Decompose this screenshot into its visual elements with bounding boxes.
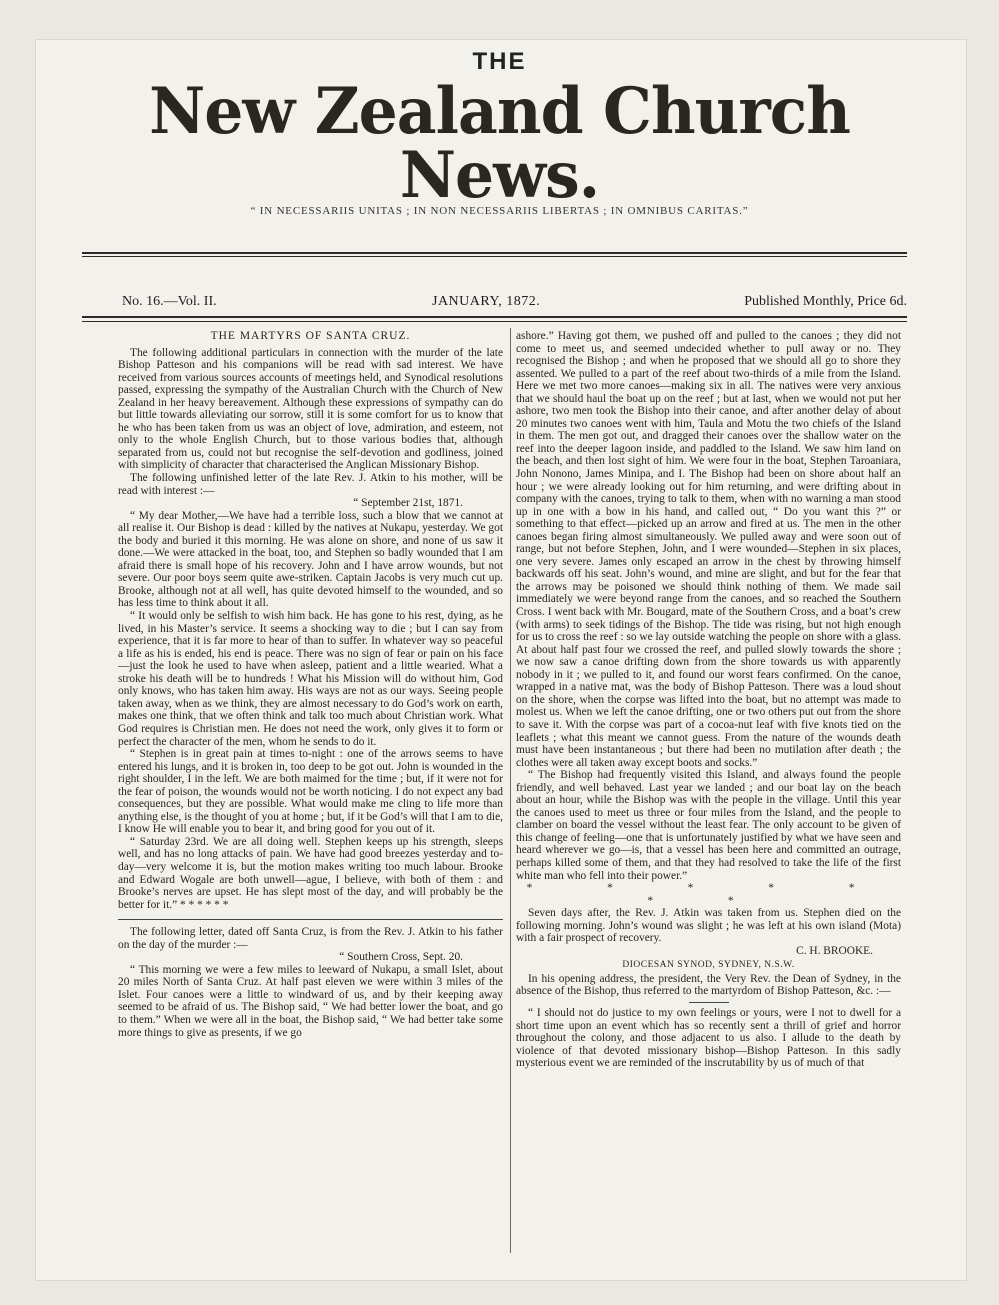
section-subheading: DIOCESAN SYNOD, SYDNEY, N.S.W. bbox=[622, 960, 795, 971]
paragraph: ashore.” Having got them, we pushed off and pulled to the canoes ; they did not come to meet us, and seemed undecided whether to pull away or no. They recognised the Bishop ; and when he proposed that we should all go to shore they assented. We pulled to a part of the reef about two-thirds of a mile from the Island. Here we met two more canoes—making six in all. The natives were very anxious that we should haul the boat up on the reef ; but at last, when we would not put her ashore, two men took the Bishop into their canoe, and after another delay of about 20 minutes two canoes went with him, Taula and Motu the two chiefs of the Island in them. The men got out, and dragged their canoes over the shallow water on the reef into the deeper lagoon inside, and paddled to the Island. We saw him land on the beach, and then lost sight of him. We were four in the boat, Stephen Taroaniara, John Nonono, James Minipa, and I. The Bishop had been on shore about half an hour ; we were already looking out for him returning, and were drifting about in company with the canoes, trying to talk to them, when with no warning a man stood up in one with a bow in his hand, and called out, “ Do you want this ?” or something to that effect—picked up an arrow and fired at us. The men in the other canoes began firing almost simultaneously. We pulled away and were soon out of range, but not before Stephen, John, and I were wounded—Stephen in six places, one very severe. James only escaped an arrow in the chest by throwing himself backwards off his seat. John’s wound, and mine are slight, and but for the fear that the arrows may be poisoned we should think nothing of them. We made sail immediately we were beyond range from the canoes, and so reached the Southern Cross. I went back with Mr. Bougard, mate of the Southern Cross, and a boat’s crew (with arms) to seek tidings of the Bishop. The tide was rising, but not high enough for us to cross the reef : so we lay outside watching the people on shore with a glass. At about half past four we crossed the reef, and pulled slowly towards the shore ; we now saw a canoe drifting down from the shore towards us with apparently nobody in it ; we pulled to it, and found our worst fears confirmed. On the canoe, wrapped in a native mat, was the body of Bishop Patteson. There was a loud shout on the shore, when the corpse was lifted into the boat, but no attempt was made to molest us. When we left the canoe drifting, one or two others put out from the shore to save it. With the corpse was part of a cocoa-nut leaf with five knots tied on the leaflets ; what this meant we cannot guess. From the nature of the wounds death must have been instantaneous ; but there had been no mutilation after death ; the clothes were all taken away except boots and socks.” bbox=[516, 330, 901, 769]
issue-bar bbox=[82, 259, 907, 309]
issue-date: JANUARY, 1872. bbox=[432, 294, 541, 309]
paragraph: In his opening address, the president, the Very Rev. the Dean of Sydney, in the absence of the Bishop, thus referred to the martyrdom of Bishop Patteson, &c. :— bbox=[516, 972, 901, 998]
author-signature: C. H. BROOKE. bbox=[796, 944, 873, 957]
right-column bbox=[516, 330, 901, 1070]
paragraph: “ It would only be selfish to wish him back. He has gone to his rest, dying, as he lived, in his Master’s service. It seems a shocking way to die ; but I can say from experience, that it is far more to hear of than to suffer. In whatever way so peaceful a life as his is ended, his end is peace. There was no sign of fear or pain on his face —just the look he used to have when asleep, patient and a little wearied. What a stroke his death will be to hundreds ! What his Mission will do without him, God only knows, who has taken him away. His ways are not as our ways. Seeing people taken away, when as we think, they are almost necessary to do God’s work on earth, makes one think, that we often think and talk too much about Christian work. What God requires is Christian men. He does not need the work, only gives it to form or perfect the character of the men, whom he sends to do it. bbox=[118, 610, 503, 748]
paragraph: Seven days after, the Rev. J. Atkin was taken from us. Stephen died on the following morning. John’s wound was slight ; he was left at his own island (Mota) with a fair prospect of recovery. bbox=[516, 907, 901, 945]
paragraph: “ The Bishop had frequently visited this Island, and always found the people friendly, and well behaved. Last year we landed ; and our boat lay on the beach about an hour, while the Bishop was with the people in the village. Until this year the canoes used to meet us three or four miles from the Island, and the people to clamber on board the vessel without the least fear. The only account to be given of this change of feeling—one that is unfortunately justified by what we have seen and heard wherever we go—is, that a vessel has been here and committed an outrage, perhaps killed some of them, and that they had resolved to take the life of the first white man who fell into their power.” bbox=[516, 769, 901, 882]
section-stars: * * * * * * * bbox=[526, 882, 891, 907]
paragraph: “ Saturday 23rd. We are all doing well. Stephen keeps up his strength, sleeps well, and has no long attacks of pain. We have had good breezes yesterday and to-day—very welcome it is, but the motion makes writing too much labour. Brooke and Edward Wogale are both unwell—ague, I believe, with both of them : and Brooke’s nerves are upset. He has slept most of the day, and will probably be the better for it.” * * * * * * bbox=[118, 835, 503, 911]
section-divider bbox=[118, 919, 503, 920]
letter-dateline: “ September 21st, 1871. bbox=[353, 497, 463, 510]
masthead-the: THE bbox=[472, 48, 527, 75]
bar-rule-thick bbox=[82, 316, 907, 318]
issue-price: Published Monthly, Price 6d. bbox=[744, 294, 907, 309]
short-rule bbox=[689, 1002, 729, 1003]
paragraph: The following unfinished letter of the late Rev. J. Atkin to his mother, will be read with interest :— bbox=[118, 472, 503, 497]
top-rule-thin bbox=[82, 256, 907, 257]
bar-rule-thin bbox=[82, 321, 907, 322]
paragraph: “ This morning we were a few miles to leeward of Nukapu, a small Islet, about 20 miles North of Santa Cruz. At half past eleven we were within 3 miles of the Islet. Four canoes were a little to windward of us, and by their keeping away seemed to be afraid of us. The Bishop said, “ We had better lower the boat, and go to them.” When we were all in the boat, the Bishop said, “ We had better take some more things to give as presents, if we go bbox=[118, 963, 503, 1039]
column-separator bbox=[510, 328, 511, 1253]
article-heading: THE MARTYRS OF SANTA CRUZ. bbox=[210, 330, 411, 342]
issue-number: No. 16.—Vol. II. bbox=[122, 294, 217, 309]
masthead-motto: “ IN NECESSARIIS UNITAS ; IN NON NECESSARIIS LIBERTAS ; IN OMNIBUS CARITAS.” bbox=[250, 205, 749, 217]
paragraph: “ Stephen is in great pain at times to-night : one of the arrows seems to have entered his lungs, and it is broken in, too deep to be got out. John is wounded in the right shoulder, I in the left. We are both maimed for the time ; but, if it were not for the fear of poison, the wounds would not be worth noticing. I do not expect any bad consequences, but they are possible. What would make me cling to life more than anything else, is the thought of you at home ; but, if it be God’s will that I am to die, I know He will enable you to bear it, and bring good for you out of it. bbox=[118, 748, 503, 836]
paragraph: The following letter, dated off Santa Cruz, is from the Rev. J. Atkin to his father on the day of the murder :— bbox=[118, 926, 503, 951]
paragraph: The following additional particulars in connection with the murder of the late Bishop Patteson and his companions will be read with sad interest. We have received from various sources accounts of meetings held, and Synodical resolutions passed, expressing the sympathy of the Australian Church with the Church of New Zealand in her heavy bereavement. Although these expressions of sympathy can do but little towards alleviating our sorrow, still it is some comfort for us to know that he who has been taken from us was an object of love, admiration, and esteem, not only to the whole English Church, but to those various bodies that, although separated from us, could not but recognise the self-devotion and godliness, joined with simplicity of character that characterised the Anglican Missionary Bishop. bbox=[118, 346, 503, 472]
paragraph: “ I should not do justice to my own feelings or yours, were I not to dwell for a short time upon an event which has so recently sent a thrill of grief and horror throughout the colony, and those adjacent to us also. I allude to the death by violence of that devoted missionary bishop—Bishop Patteson. In this sadly mysterious event we are reminded of the inscrutability by us of much of that bbox=[516, 1006, 901, 1070]
masthead-title: New Zealand Church News. bbox=[149, 74, 850, 213]
letter-dateline: “ Southern Cross, Sept. 20. bbox=[339, 951, 463, 964]
left-column bbox=[118, 330, 503, 1039]
top-rule-thick bbox=[82, 252, 907, 254]
paragraph: “ My dear Mother,—We have had a terrible loss, such a blow that we cannot at all realise it. Our Bishop is dead : killed by the natives at Nukapu, yesterday. We got the body and buried it this morning. He was alone on shore, and none of us saw it done.—We were attacked in the boat, too, and Stephen so badly wounded that I am afraid there is small hope of his recovery. John and I have arrow wounds, but not severe. Our poor boys seem quite awe-striken. Captain Jacobs is very much cut up. Brooke, although not at all well, has quite devoted himself to the wounded, and so has less time to think about it all. bbox=[118, 509, 503, 610]
